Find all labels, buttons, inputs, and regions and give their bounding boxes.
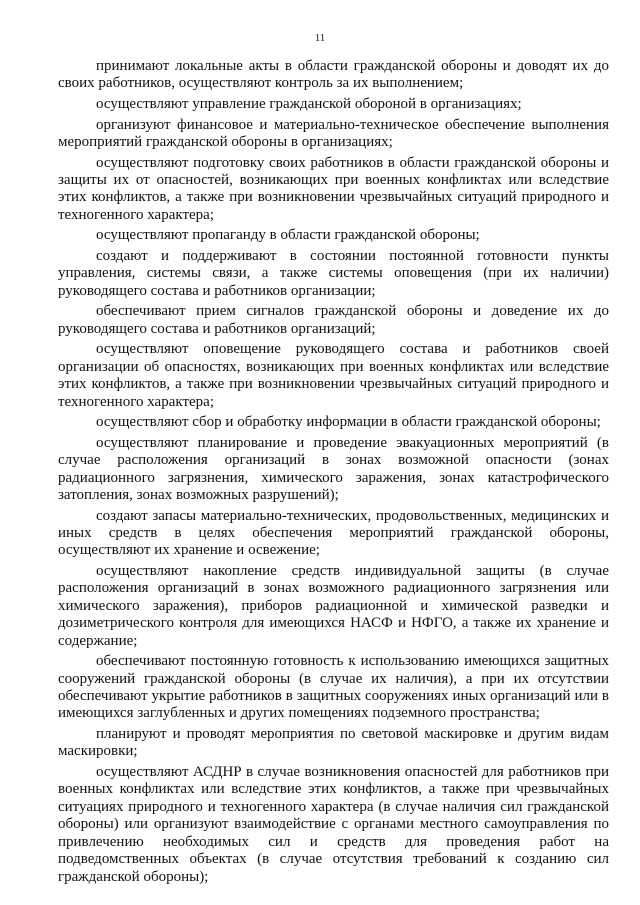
document-body [58,58,609,889]
paragraph: осуществляют оповещение руководящего состава и работников своей организации об опасностях, возникающих при военных конфликтах или вследствие этих конфликтов, а также при возникновении чрезвычайных ситуаций природного и техногенного характера; [58,341,609,410]
paragraph: осуществляют планирование и проведение эвакуационных мероприятий (в случае расположения организаций в зонах возможной опасности (зонах радиационного загрязнения, химического заражения, зонах катастрофического затопления, зонах возможных разрушений); [58,434,609,504]
paragraph: планируют и проводят мероприятия по световой маскировке и другим видам маскировки; [58,726,609,760]
paragraph: обеспечивают прием сигналов гражданской обороны и доведение их до руководящего состава и работников организаций; [58,303,609,337]
page-number: 11 [314,32,326,44]
paragraph: осуществляют пропаганду в области гражданской обороны; [96,227,480,244]
paragraph: создают запасы материально-технических, продовольственных, медицинских и иных средств в целях обеспечения мероприятий гражданской обороны, осуществляют их хранение и освежение; [58,507,609,559]
paragraph: осуществляют АСДНР в случае возникновения опасностей для работников при военных конфликтах или вследствие этих конфликтов, а также при чрезвычайных ситуациях природного и техногенного характера (в случае наличия сил гражданской обороны) или организуют взаимодействие с органами местного самоуправления по привлечению необходимых сил и средств для проведения работ на подведомственных объектах (в случае отсутствия требований к созданию сил гражданской обороны); [58,764,609,885]
paragraph: осуществляют подготовку своих работников в области гражданской обороны и защиты их от опасностей, возникающих при военных конфликтах или вследствие этих конфликтов, а также при возникновении чрезвычайных ситуаций природного и техногенного характера; [58,154,609,223]
paragraph: осуществляют накопление средств индивидуальной защиты (в случае расположения организаций в зонах возможного радиационного загрязнения или химического заражения), приборов радиационной и химической разведки и дозиметрического контроля для имеющихся НАСФ и НФГО, а также их хранение и содержание; [58,563,609,649]
paragraph: осуществляют управление гражданской обороной в организациях; [96,96,522,112]
paragraph: обеспечивают постоянную готовность к использованию имеющихся защитных сооружений гражданской обороны (в случае их наличия), а при их отсутствии обеспечивают укрытие работников в защитных сооружениях иных организаций или в имеющихся заглубленных и других помещениях подземного пространства; [58,653,609,722]
paragraph: организуют финансовое и материально-техническое обеспечение выполнения мероприятий гражданской обороны в организациях; [58,116,609,150]
paragraph: осуществляют сбор и обработку информации в области гражданской обороны; [96,414,601,431]
paragraph: создают и поддерживают в состоянии постоянной готовности пункты управления, системы связи, а также системы оповещения (при их наличии) руководящего состава и работников организации; [58,248,609,299]
paragraph: принимают локальные акты в области гражданской обороны и доводят их до своих работников, осуществляют контроль за их выполнением; [58,58,609,92]
